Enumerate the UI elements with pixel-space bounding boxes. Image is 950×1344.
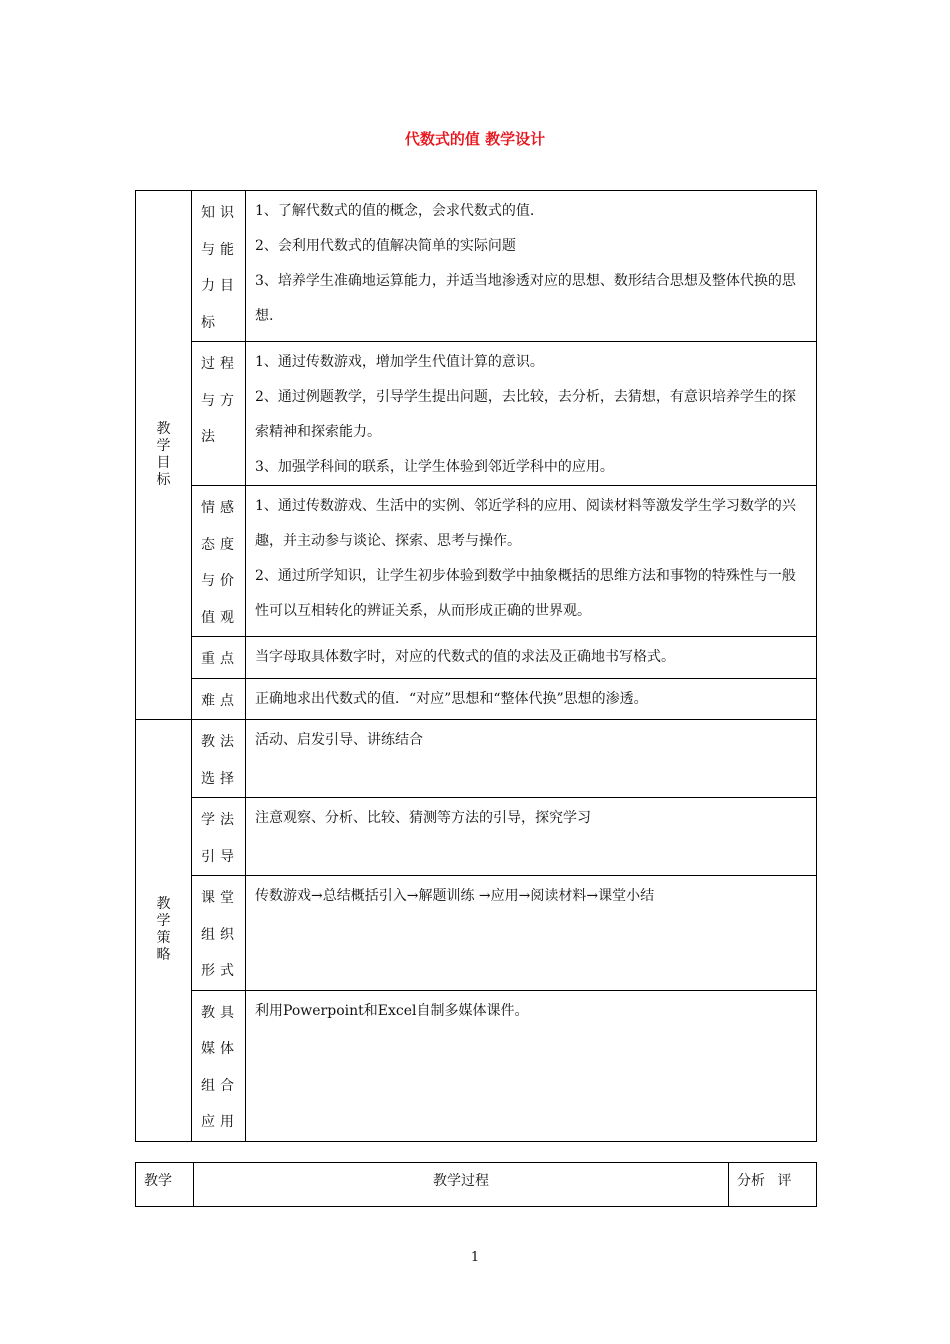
content-line: 3、培养学生准确地运算能力，并适当地渗透对应的思想、数形结合思想及整体代换的思想.: [255, 273, 796, 324]
row-label: 重点: [192, 637, 246, 679]
content-line: 2、通过例题教学，引导学生提出问题，去比较，去分析，去猜想，有意识培养学生的探索精神和探索能力。: [255, 389, 796, 440]
content-line: 1、通过传数游戏，增加学生代值计算的意识。: [255, 354, 544, 370]
category-cell-goals: [136, 191, 192, 720]
table-row: [136, 876, 817, 991]
content-line: 1、通过传数游戏、生活中的实例、邻近学科的应用、阅读材料等激发学生学习数学的兴趣，并主动参与谈论、探索、思考与操作。: [255, 498, 796, 549]
content-line: 正确地求出代数式的值．“对应”思想和“整体代换”思想的渗透。: [255, 690, 648, 707]
content-line: 当字母取具体数字时，对应的代数式的值的求法及正确地书写格式。: [255, 649, 675, 665]
row-content: [246, 876, 817, 991]
row-content: [246, 637, 817, 679]
table-row: [136, 637, 817, 679]
row-label: 难点: [192, 678, 246, 720]
row-label: 过程与方法: [192, 342, 246, 486]
header-cell-process: 教学过程: [194, 1163, 729, 1207]
table-row: [136, 720, 817, 798]
table-row: [136, 1163, 817, 1207]
content-line: 传数游戏→总结概括引入→解题训练 →应用→阅读材料→课堂小结: [255, 888, 655, 904]
content-line: 2、通过所学知识，让学生初步体验到数学中抽象概括的思维方法和事物的特殊性与一般性可以互相转化的辨证关系，从而形成正确的世界观。: [255, 568, 796, 619]
content-line: 利用Powerpoint和Excel自制多媒体课件。: [255, 1002, 529, 1019]
content-line: 注意观察、分析、比较、猜测等方法的引导，探究学习: [255, 810, 591, 826]
category-label: 教学目标: [156, 421, 171, 488]
table-row: [136, 486, 817, 637]
content-line: 1、了解代数式的值的概念，会求代数式的值.: [255, 203, 535, 219]
row-label: 课堂组织形式: [192, 876, 246, 991]
row-label: 知识与能力目标: [192, 191, 246, 342]
category-cell-strategy: [136, 720, 192, 1142]
row-content: [246, 191, 817, 342]
table-row: [136, 678, 817, 720]
row-content: [246, 486, 817, 637]
content-line: 3、加强学科间的联系，让学生体验到邻近学科中的应用。: [255, 459, 614, 475]
row-content: [246, 798, 817, 876]
row-label: 教具媒体组合应用: [192, 990, 246, 1141]
row-label: 教法选择: [192, 720, 246, 798]
table-row: [136, 798, 817, 876]
page-number: 1: [470, 1250, 480, 1265]
table-row: [136, 990, 817, 1141]
row-content: [246, 720, 817, 798]
lesson-plan-table: [135, 190, 817, 1142]
row-label: 情感态度与价值观: [192, 486, 246, 637]
header-cell-teaching: 教学: [136, 1163, 194, 1207]
content-line: 活动、启发引导、讲练结合: [255, 732, 423, 748]
header-cell-analysis: 分析 评: [729, 1163, 817, 1207]
row-content: [246, 342, 817, 486]
content-line: 2、会利用代数式的值解决简单的实际问题: [255, 238, 516, 254]
row-content: [246, 990, 817, 1141]
table-row: [136, 342, 817, 486]
table-row: [136, 191, 817, 342]
process-table-header: [135, 1162, 817, 1207]
row-content: [246, 678, 817, 720]
category-label: 教学策略: [156, 896, 171, 964]
document-title: 代数式的值 教学设计: [404, 130, 546, 148]
row-label: 学法引导: [192, 798, 246, 876]
